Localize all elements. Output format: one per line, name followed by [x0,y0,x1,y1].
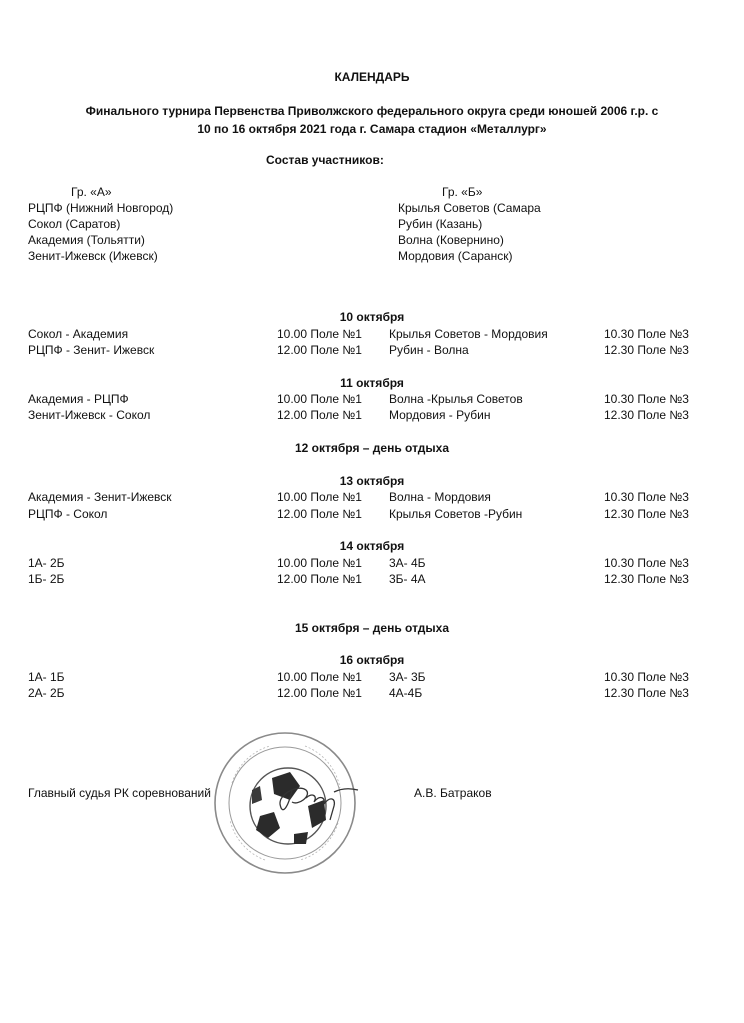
match-group-b: Рубин - Волна [389,343,469,357]
schedule-row [0,669,744,685]
chief-judge-label: Главный судья РК соревнований [28,786,211,800]
match-time-b: 10.30 Поле №3 [604,327,689,341]
match-group-a: 1Б- 2Б [28,572,65,586]
match-time-b: 12.30 Поле №3 [604,686,689,700]
match-group-b: 4А-4Б [389,686,423,700]
schedule-row [0,407,744,423]
match-group-b: Волна -Крылья Советов [389,392,523,406]
schedule-row [0,342,744,358]
date-heading: 11 октября [340,376,404,390]
document-title: КАЛЕНДАРЬ [334,70,410,84]
match-time-a: 12.00 Поле №1 [277,572,362,586]
group-b-team: Крылья Советов (Самара [398,201,541,215]
match-time-a: 12.00 Поле №1 [277,507,362,521]
schedule-row [0,489,744,505]
match-group-a: РЦПФ - Сокол [28,507,108,521]
group-b-team: Волна (Ковернино) [398,233,504,247]
schedule-row [0,506,744,522]
group-b-title: Гр. «Б» [442,185,483,199]
match-time-b: 12.30 Поле №3 [604,572,689,586]
match-time-a: 10.00 Поле №1 [277,556,362,570]
match-group-b: 3А- 4Б [389,556,426,570]
schedule-row [0,571,744,587]
match-time-a: 12.00 Поле №1 [277,408,362,422]
match-time-a: 12.00 Поле №1 [277,686,362,700]
participants-heading: Состав участников: [266,153,384,167]
group-a-team: Сокол (Саратов) [28,217,121,231]
date-heading: 10 октября [339,310,405,324]
subtitle-line-1: Финального турнира Первенства Приволжского федерального округа среди юношей 2006 г.р. с [85,104,659,118]
schedule-row [0,326,744,342]
schedule-row [0,685,744,701]
match-group-a: 1А- 1Б [28,670,65,684]
match-group-a: Зенит-Ижевск - Сокол [28,408,151,422]
match-group-a: РЦПФ - Зенит- Ижевск [28,343,155,357]
match-time-a: 10.00 Поле №1 [277,327,362,341]
subtitle-line-2: 10 по 16 октября 2021 года г. Самара стадион «Металлург» [197,122,547,136]
match-group-a: Академия - РЦПФ [28,392,129,406]
rest-day-heading: 12 октября – день отдыха [294,441,450,455]
match-time-b: 12.30 Поле №3 [604,343,689,357]
match-group-a: Академия - Зенит-Ижевск [28,490,172,504]
group-a-team: РЦПФ (Нижний Новгород) [28,201,174,215]
match-time-b: 10.30 Поле №3 [604,556,689,570]
match-group-b: Крылья Советов - Мордовия [389,327,548,341]
schedule-row [0,391,744,407]
match-time-a: 10.00 Поле №1 [277,670,362,684]
group-a-team: Зенит-Ижевск (Ижевск) [28,249,158,263]
chief-judge-name: А.В. Батраков [414,786,492,800]
group-b-team: Мордовия (Саранск) [398,249,513,263]
date-heading: 13 октября [339,474,405,488]
group-a-title: Гр. «А» [71,185,112,199]
match-time-b: 10.30 Поле №3 [604,670,689,684]
match-group-a: 2А- 2Б [28,686,65,700]
match-group-b: Мордовия - Рубин [389,408,491,422]
match-time-a: 10.00 Поле №1 [277,392,362,406]
match-group-b: Волна - Мордовия [389,490,491,504]
group-a-team: Академия (Тольятти) [28,233,145,247]
match-time-b: 12.30 Поле №3 [604,408,689,422]
match-group-b: 3Б- 4А [389,572,426,586]
match-time-a: 12.00 Поле №1 [277,343,362,357]
date-heading: 16 октября [339,653,405,667]
match-time-b: 10.30 Поле №3 [604,392,689,406]
match-time-a: 10.00 Поле №1 [277,490,362,504]
match-group-a: Сокол - Академия [28,327,129,341]
schedule-row [0,555,744,571]
date-heading: 14 октября [339,539,405,553]
match-time-b: 12.30 Поле №3 [604,507,689,521]
official-stamp [210,728,360,878]
match-time-b: 10.30 Поле №3 [604,490,689,504]
football-icon [250,768,326,844]
match-group-a: 1А- 2Б [28,556,65,570]
group-b-team: Рубин (Казань) [398,217,483,231]
match-group-b: Крылья Советов -Рубин [389,507,523,521]
rest-day-heading: 15 октября – день отдыха [294,621,450,635]
match-group-b: 3А- 3Б [389,670,426,684]
